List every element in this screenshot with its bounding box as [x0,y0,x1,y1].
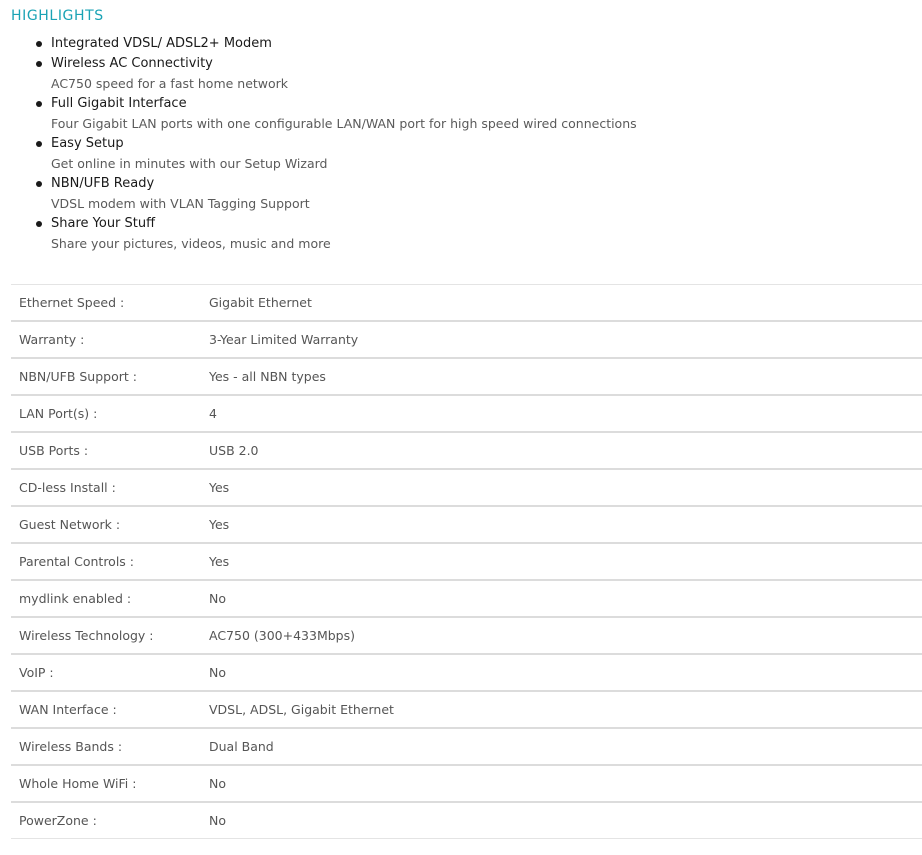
highlight-description: VDSL modem with VLAN Tagging Support [51,196,310,211]
spec-row-warranty [11,322,922,359]
spec-row-mydlink-enabled [11,581,922,618]
spec-label: Ethernet Speed : [19,295,125,310]
spec-value: No [209,776,226,791]
spec-label: Guest Network : [19,517,121,532]
spec-value: Yes [209,480,230,495]
spec-value: Yes - all NBN types [209,369,326,384]
spec-label: LAN Port(s) : [19,406,98,421]
spec-row-wireless-technology [11,618,922,655]
spec-row-powerzone [11,803,922,839]
bullet-icon [36,101,42,107]
highlights-heading: HIGHLIGHTS [11,8,104,24]
spec-label: NBN/UFB Support : [19,369,137,384]
spec-value: USB 2.0 [209,443,259,458]
spec-row-wireless-bands [11,729,922,766]
spec-label: PowerZone : [19,813,97,828]
spec-row-wan-interface [11,692,922,729]
spec-row-whole-home-wifi [11,766,922,803]
spec-row-cd-less-install [11,470,922,507]
highlight-title: Full Gigabit Interface [51,96,187,111]
specifications-table [11,284,922,839]
spec-value: No [209,813,226,828]
highlight-title: Share Your Stuff [51,216,156,231]
spec-value: AC750 (300+433Mbps) [209,628,356,643]
spec-value: VDSL, ADSL, Gigabit Ethernet [209,702,394,717]
spec-row-voip [11,655,922,692]
spec-row-parental-controls [11,544,922,581]
spec-value: Gigabit Ethernet [209,295,312,310]
spec-label: Wireless Technology : [19,628,154,643]
spec-label: VoIP : [19,665,54,680]
spec-label: Warranty : [19,332,85,347]
spec-value: Dual Band [209,739,274,754]
highlight-item [51,94,637,134]
spec-value: Yes [209,517,230,532]
highlight-title: Wireless AC Connectivity [51,56,213,71]
highlight-title: Integrated VDSL/ ADSL2+ Modem [51,36,272,51]
spec-value: No [209,665,226,680]
highlight-title: Easy Setup [51,136,124,151]
spec-value: 3-Year Limited Warranty [209,332,359,347]
spec-label: USB Ports : [19,443,89,458]
highlight-item [51,214,637,254]
spec-row-nbn-ufb-support [11,359,922,396]
highlight-description: Share your pictures, videos, music and more [51,236,331,251]
highlights-list [51,34,637,254]
spec-label: Parental Controls : [19,554,135,569]
spec-value: Yes [209,554,230,569]
highlight-item [51,174,637,214]
spec-label: mydlink enabled : [19,591,132,606]
spec-row-usb-ports [11,433,922,470]
spec-label: WAN Interface : [19,702,117,717]
highlight-description: AC750 speed for a fast home network [51,76,289,91]
spec-row-guest-network [11,507,922,544]
spec-row-lan-ports [11,396,922,433]
highlight-title: NBN/UFB Ready [51,176,155,191]
bullet-icon [36,221,42,227]
highlight-description: Four Gigabit LAN ports with one configurable LAN/WAN port for high speed wired connections [51,116,637,131]
highlight-item [51,54,637,94]
bullet-icon [36,61,42,67]
bullet-icon [36,181,42,187]
spec-label: CD-less Install : [19,480,116,495]
spec-value: No [209,591,226,606]
spec-label: Wireless Bands : [19,739,123,754]
spec-label: Whole Home WiFi : [19,776,137,791]
bullet-icon [36,141,42,147]
spec-value: 4 [209,406,217,421]
highlight-item [51,134,637,174]
highlight-item [51,34,637,54]
highlight-description: Get online in minutes with our Setup Wizard [51,156,328,171]
bullet-icon [36,41,42,47]
spec-row-ethernet-speed [11,285,922,322]
